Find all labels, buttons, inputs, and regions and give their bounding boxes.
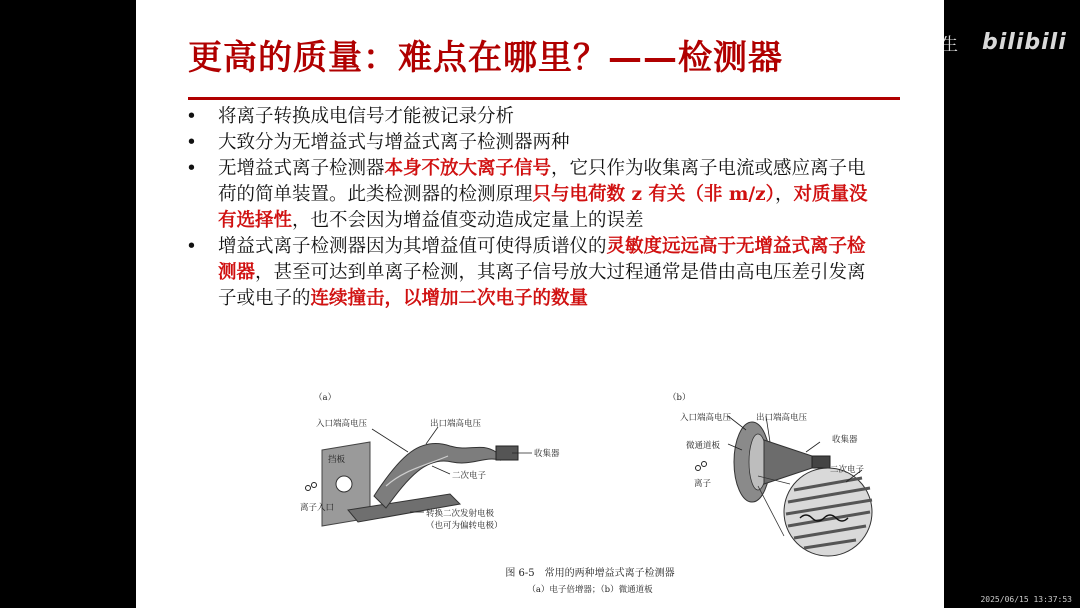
leader-line [372,429,408,452]
bullet-text: ，它只作为收集离子电流或感应离子电荷的简单装置。此类检测器的检测原理 [218,158,866,205]
ion-particle [306,486,311,491]
highlight-text: 对质量没有选择性 [218,184,868,231]
bullet-item [184,104,884,130]
label-ion: 离子 [694,479,712,489]
bullet-item [184,234,884,312]
bullet-text: ，甚至可达到单离子检测，其离子信号放大过程通常是借由高电压差引发离子或电子的 [218,262,866,309]
slide [136,0,944,608]
ion-particle [702,462,707,467]
panel-b-tag: （b） [668,393,691,403]
label-baffle: 挡板 [328,455,346,465]
bullet-text: 将离子转换成电信号才能被记录分析 [218,106,515,127]
ion-particle [696,466,701,471]
bullet-text: 无增益式离子检测器 [218,158,385,179]
highlight-text: 只与电荷数 z 有关（非 m/z） [532,184,775,205]
figure-caption: 图 6-5 常用的两种增益式离子检测器 [505,568,675,579]
panel-b-microchannel-plate [668,393,872,556]
panel-a-tag: （a） [314,393,337,403]
leader-line [426,427,438,444]
ion-entrance-hole [336,476,352,492]
bullet-list [184,104,884,312]
bullet-text: 大致分为无增益式与增益式离子检测器两种 [218,132,570,153]
bullet-text: 增益式离子检测器因为其增益值可使得质谱仪的 [218,236,607,257]
highlight-text: 连续撞击，以增加二次电子的数量 [310,288,589,309]
highlight-text: 灵敏度远远高于无增益式离子检测器 [218,236,866,283]
ion-particle [312,483,317,488]
leader-line [806,442,820,452]
label-collector: 收集器 [832,435,858,445]
slide-title: 更高的质量：难点在哪里？——检测器 [188,38,783,78]
figure-subcaption: （a）电子倍增器；（b）微通道板 [527,585,653,595]
label-secondary-electron: 二次电子 [830,465,865,475]
label-inlet-hv: 入口端高电压 [316,419,368,429]
label-outlet-hv: 出口端高电压 [430,419,482,429]
label-mcp: 微通道板 [686,441,721,451]
leader-line [432,466,450,474]
panel-a-electron-multiplier [300,393,560,531]
bullet-text: ，也不会因为增益值变动造成定量上的误差 [292,210,644,231]
label-dynode-1: 转换二次发射电极 [426,509,495,519]
label-secondary-electron: 二次电子 [452,471,487,481]
title-underline [188,97,900,100]
bullet-item [184,130,884,156]
detector-figure [300,386,880,604]
recording-timestamp: 2025/06/15 13:37:53 [980,595,1072,604]
collector-tube [812,456,830,468]
label-outlet-hv: 出口端高电压 [756,413,808,423]
label-dynode-2: （也可为偏转电极） [426,521,503,531]
label-collector: 收集器 [534,449,560,459]
bullet-item [184,156,884,234]
label-inlet-hv: 入口端高电压 [680,413,732,423]
highlight-text: 本身不放大离子信号 [384,158,552,179]
label-ion-inlet: 离子入口 [300,503,335,513]
magnifier-line [758,486,784,536]
watermark-username: 逍舟安生 [890,35,958,55]
bilibili-logo: bilibili [982,30,1067,55]
bullet-text: ， [774,184,794,205]
